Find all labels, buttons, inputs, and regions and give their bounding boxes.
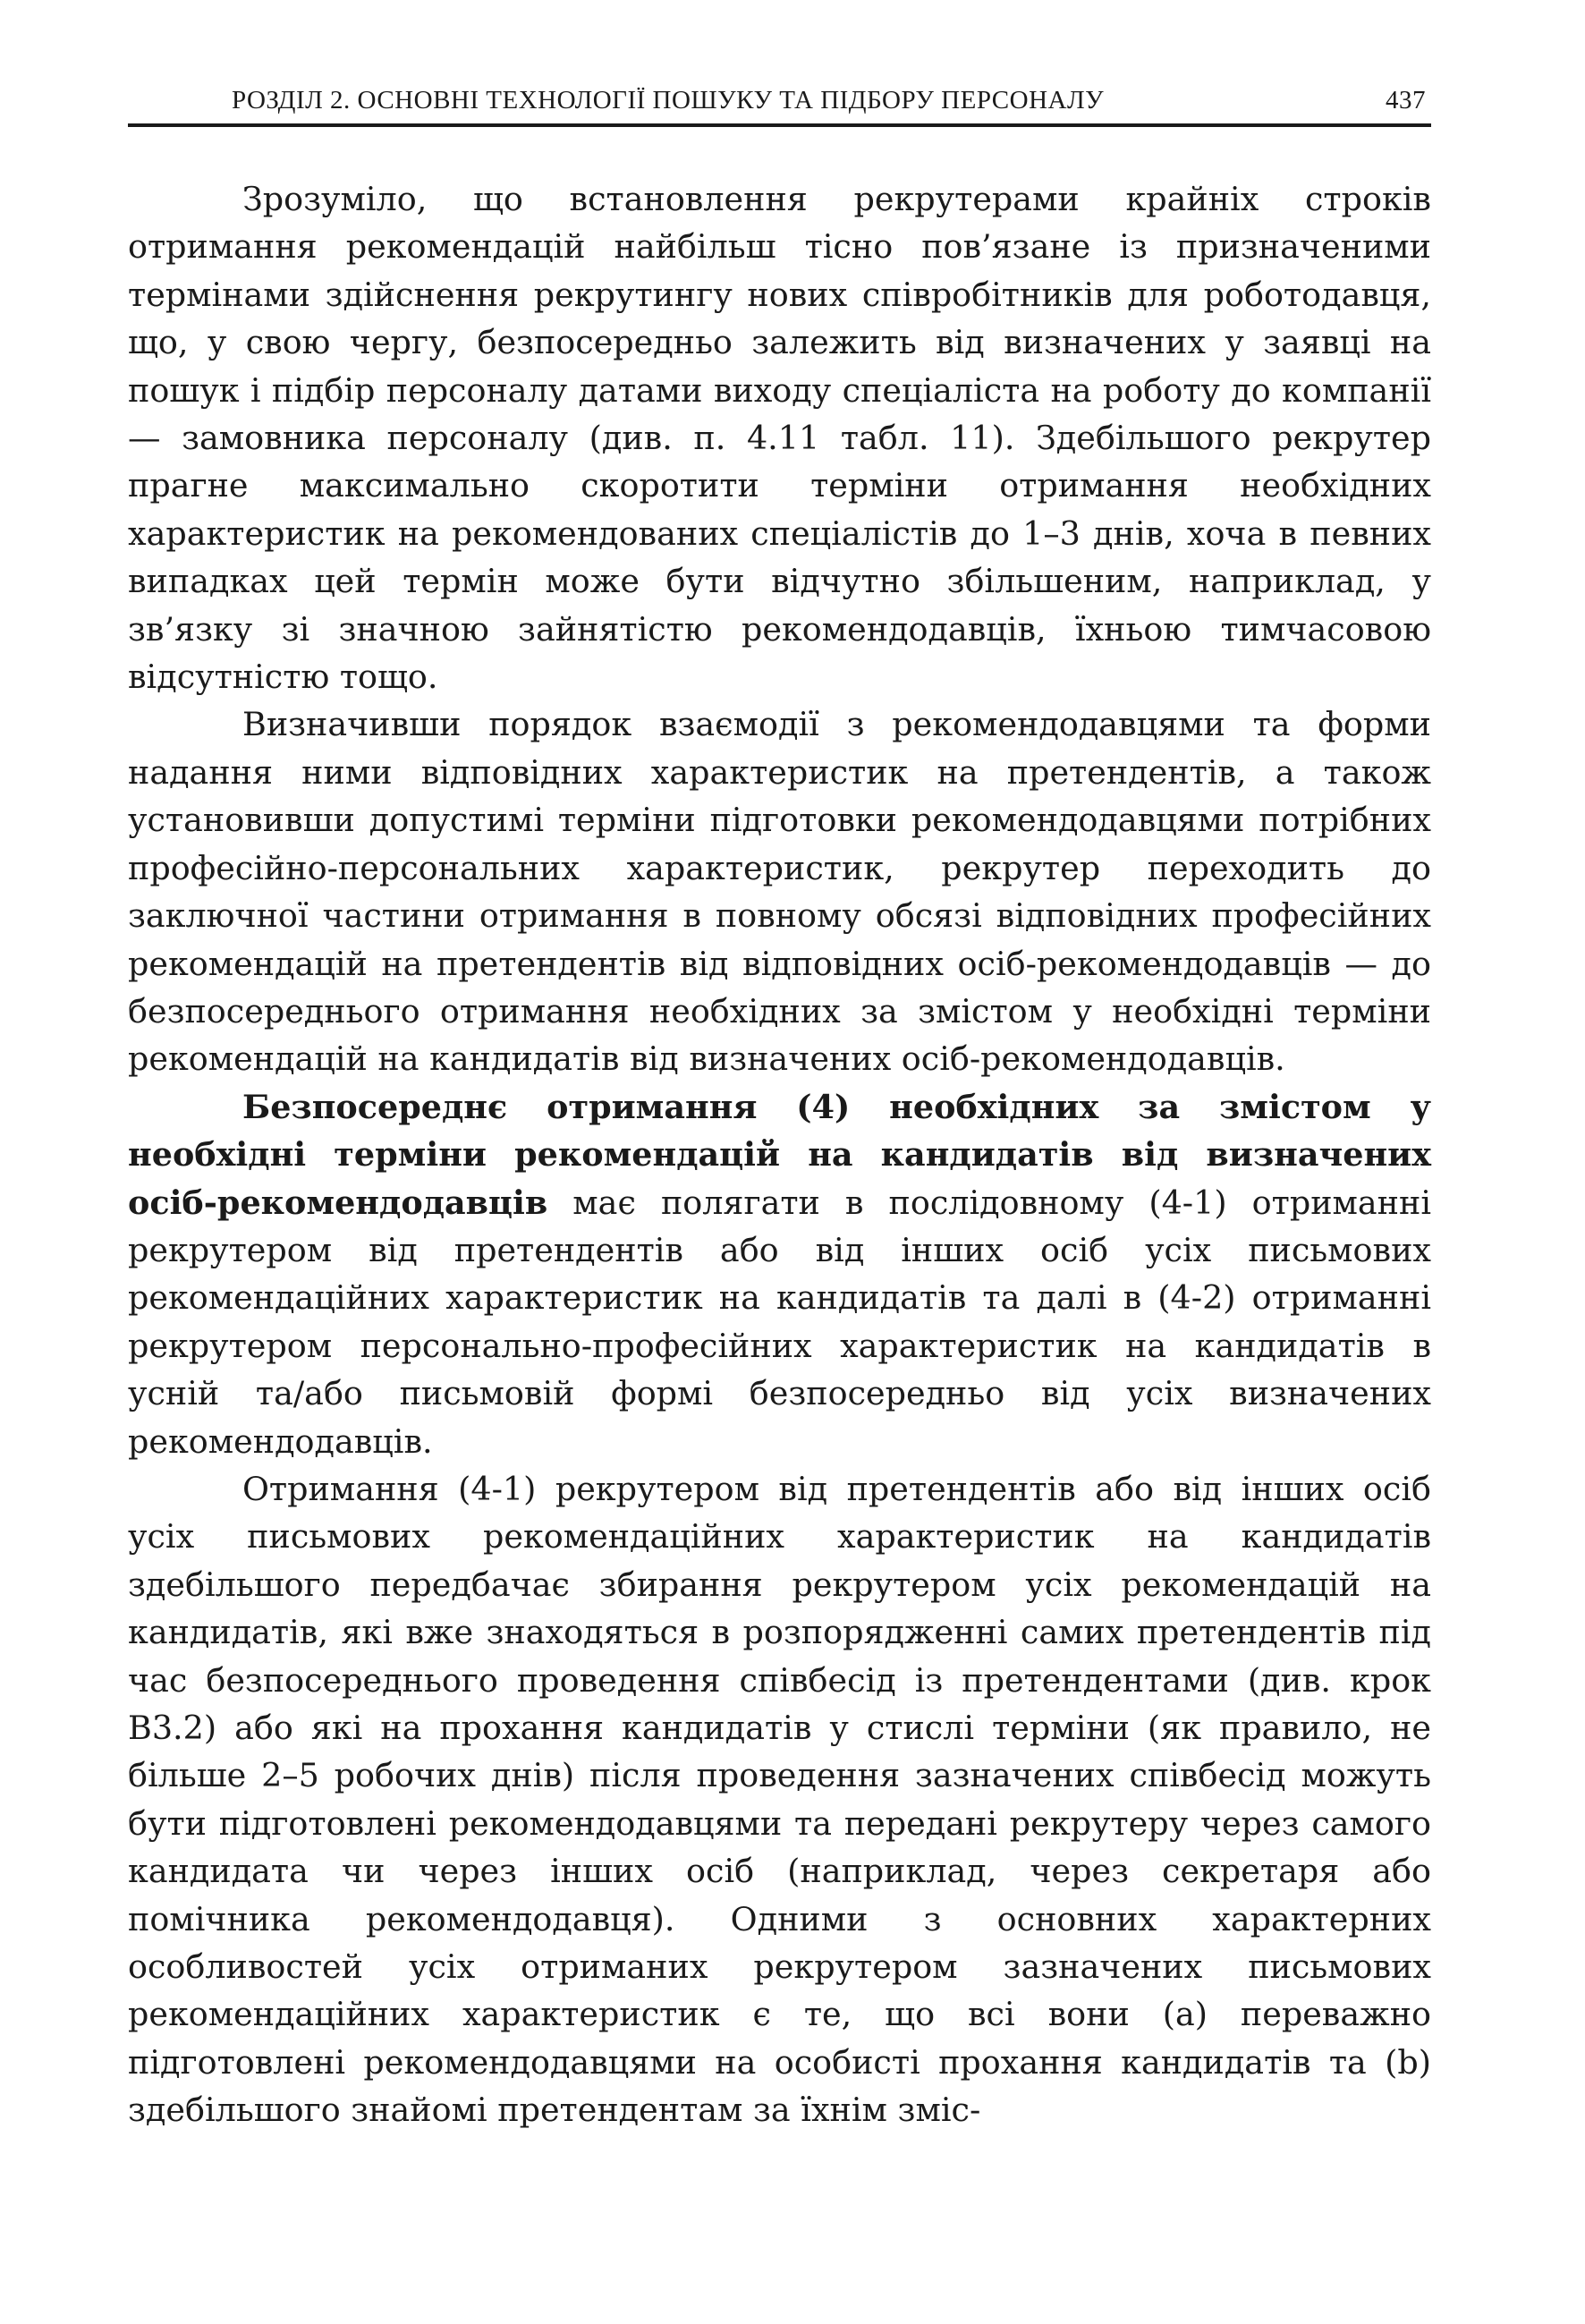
paragraph: [128, 1465, 1431, 2134]
paragraph-text: має полягати в послідовному (4-1) отриманні рекрутером від претендентів або від інших осіб усіх письмових рекомендаційних характеристик на кандидатів та далі в (4-2) отриманні рекрутером персонально-професійних характеристик на кандидатів в усній та/або письмовій формі безпосередньо від усіх визначених рекомендодавців.: [128, 1183, 1431, 1461]
paragraph: [128, 1083, 1431, 1465]
chapter-title: РОЗДІЛ 2. ОСНОВНІ ТЕХНОЛОГІЇ ПОШУКУ ТА ПІДБОРУ ПЕРСОНАЛУ: [232, 86, 1105, 115]
running-header: [128, 79, 1431, 127]
paragraph-text: Зрозуміло, що встановлення рекрутерами крайніх строків отримання рекомендацій найбільш тісно пов’язане із призначеними термінами здійснення рекрутингу нових співробітників для роботодавця, що, у свою чергу, безпосередньо залежить від визначених у заявці на пошук і підбір персоналу датами виходу спеціаліста на роботу до компанії — замовника персоналу (див. п. 4.11 табл. 11). Здебільшого рекрутер прагне максимально скоротити терміни отримання необхідних характеристик на рекомендованих спеціалістів до 1–3 днів, хоча в певних випадках цей термін може бути відчутно збільшеним, наприклад, у зв’язку зі значною зайнятістю рекомендодавців, їхньою тимчасовою відсутністю тощо.: [128, 180, 1431, 697]
body-text: [128, 175, 1431, 2134]
paragraph: [128, 700, 1431, 1082]
paragraph: [128, 175, 1431, 700]
page-number: 437: [1386, 86, 1426, 115]
paragraph-text: Отримання (4-1) рекрутером від претендентів або від інших осіб усіх письмових рекомендаційних характеристик на кандидатів здебільшого передбачає збирання рекрутером усіх рекомендацій на кандидатів, які вже знаходяться в розпорядженні самих претендентів під час безпосереднього проведення співбесід із претендентами (див. крок В3.2) або які на прохання кандидатів у стислі терміни (як правило, не більше 2–5 робочих днів) після проведення зазначених співбесід можуть бути підготовлені рекомендодавцями та передані рекрутеру через самого кандидата чи через інших осіб (наприклад, через секретаря або помічника рекомендодавця). Одними з основних характерних особливостей усіх отриманих рекрутером зазначених письмових рекомендаційних характеристик є те, що всі вони (а) переважно підготовлені рекомендодавцями на особисті прохання кандидатів та (b) здебільшого знайомі претендентам за їхнім зміс-: [128, 1469, 1431, 2130]
paragraph-text: Визначивши порядок взаємодії з рекомендодавцями та форми надання ними відповідних характеристик на претендентів, а також установивши допустимі терміни підготовки рекомендодавцями потрібних професійно-персональних характеристик, рекрутер переходить до заключної частини отримання в повному обсязі відповідних професійних рекомендацій на претендентів від відповідних осіб-рекомендодавців — до безпосереднього отримання необхідних за змістом у необхідні терміни рекомендацій на кандидатів від визначених осіб-рекомендодавців.: [128, 705, 1431, 1079]
paragraph-lead-bold: Безпосереднє отримання (4) необхідних за змістом у необхідні терміни рекомендацій на кандидатів від визначених осіб-рекомендодавців: [128, 1087, 1431, 1222]
